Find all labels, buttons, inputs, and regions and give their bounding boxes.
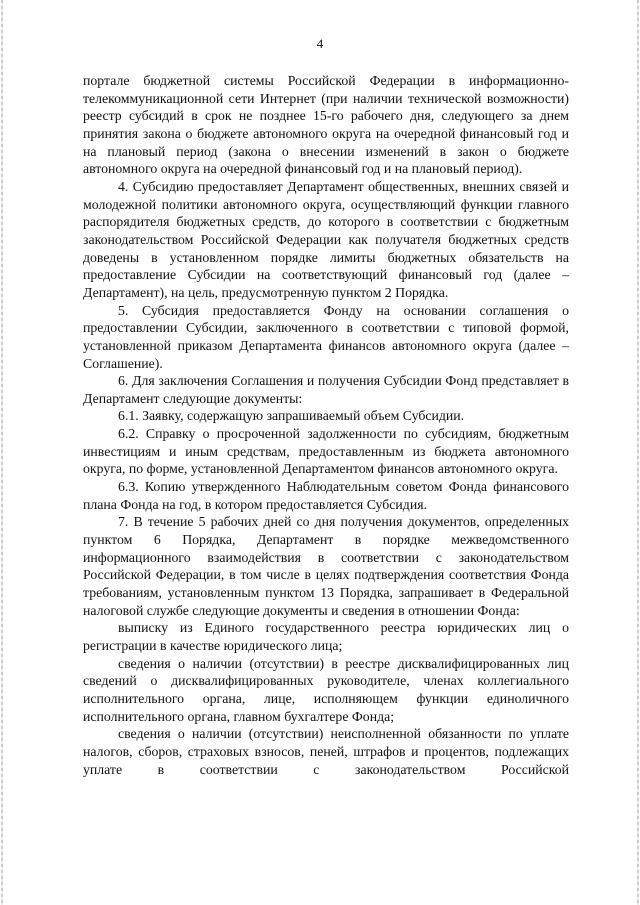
paragraph-6-documents: 6. Для заключения Соглашения и получения Субсидии Фонд представляет в Департамент следующие документы: [83,373,569,406]
paragraph-7-interagency-request: 7. В течение 5 рабочих дней со дня получения документов, определенных пунктом 6 Порядка, Департамент в порядке межведомственного информационного взаимодействия в соответствии с законодательством Российской Федерации, в том числе в целях подтверждения соответствия Фонда требованиям, установленным пунктом 13 Порядка, запрашивает в Федеральной налоговой службе следующие документы и сведения в отношении Фонда: [83,514,569,618]
paragraph-6-1-application: 6.1. Заявку, содержащую запрашиваемый объем Субсидии. [118,408,465,424]
paragraph-disqualified-persons: сведения о наличии (отсутствии) в реестре дисквалифицированных лиц сведений о дисквалифицированных руководителе, членах коллегиального исполнительного органа, лице, исполняющем функции единоличного исполнительного органа, главном бухгалтере Фонда; [83,655,569,724]
paragraph-tax-obligations: сведения о наличии (отсутствии) неисполненной обязанности по уплате налогов, сборов, страховых взносов, пеней, штрафов и процентов, подлежащих уплате в соответствии с законодательством Российской [83,726,569,777]
paragraph-6-3-financial-plan: 6.3. Копию утвержденного Наблюдательным советом Фонда финансового плана Фонда на год, в котором предоставляется Субсидия. [83,479,569,512]
paragraph-5-agreement: 5. Субсидия предоставляется Фонду на основании соглашения о предоставлении Субсидии, заключенного в соответствии с типовой формой, установленной приказом Департамента финансов автономного округа (далее – Соглашение). [83,302,569,371]
paragraph-portal-registry: порталe бюджетной системы Российской Федерации в информационно-телекоммуникационной сети Интернет (при наличии технической возможности) реестр субсидий в срок не позднее 15-го рабочего дня, следующего за днем принятия закона о бюджете автономного округа на очередной финансовый год и на плановый период (закона о внесении изменений в закон о бюджете автономного округа на очередной финансовый год и на плановый период). [83,73,569,177]
paragraph-egrul-extract: выписку из Единого государственного реестра юридических лиц о регистрации в качестве юридического лица; [83,620,569,653]
paragraph-4-department: 4. Субсидию предоставляет Департамент общественных, внешних связей и молодежной политики автономного округа, осуществляющий функции главного распорядителя бюджетных средств, до которого в соответствии с бюджетным законодательством Российской Федерации как получателя бюджетных средств доведены в установленном порядке лимиты бюджетных обязательств на предоставление Субсидии на соответствующий финансовый год (далее – Департамент), на цель, предусмотренную пунктом 2 Порядка. [83,178,569,300]
paragraph-6-2-debt-certificate: 6.2. Справку о просроченной задолженности по субсидиям, бюджетным инвестициям и иным средствам, предоставленным из бюджета автономного округа, по форме, установленной Департаментом финансов автономного округа. [83,426,569,477]
scan-edge-left [1,0,3,905]
page-number: 4 [316,36,324,51]
document-body [83,72,569,778]
scan-edge-right [637,0,639,905]
